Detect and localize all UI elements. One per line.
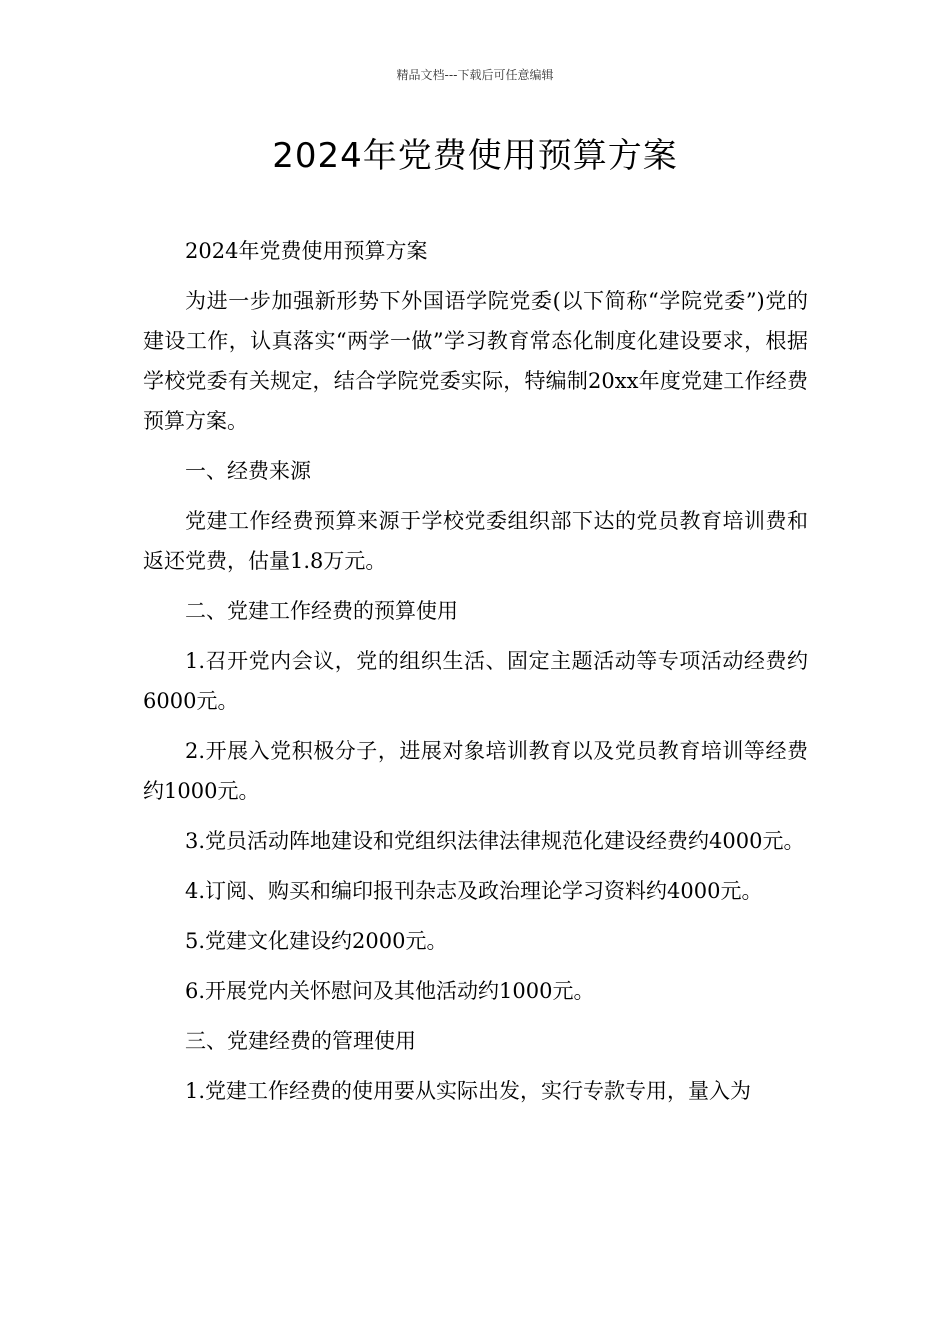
paragraph-subtitle: 2024年党费使用预算方案	[185, 239, 428, 263]
document-title: 2024年党费使用预算方案	[272, 136, 678, 176]
heading-management: 三、党建经费的管理使用	[185, 1029, 416, 1053]
budget-item-3: 3.党员活动阵地建设和党组织法律法律规范化建设经费约4000元。	[185, 829, 805, 853]
budget-item-6: 6.开展党内关怀慰问及其他活动约1000元。	[185, 979, 595, 1003]
management-item-1: 1.党建工作经费的使用要从实际出发，实行专款专用，量入为	[185, 1079, 752, 1103]
budget-item-1: 1.召开党内会议，党的组织生活、固定主题活动等专项活动经费约6000元。	[143, 649, 808, 713]
heading-funding-source: 一、经费来源	[185, 459, 311, 483]
paragraph-funding-source: 党建工作经费预算来源于学校党委组织部下达的党员教育培训费和返还党费，估量1.8万元。	[143, 509, 808, 573]
heading-budget-use: 二、党建工作经费的预算使用	[185, 599, 458, 623]
paragraph-intro: 为进一步加强新形势下外国语学院党委(以下简称“学院党委”)党的建设工作，认真落实“两学一做”学习教育常态化制度化建设要求，根据学校党委有关规定，结合学院党委实际，特编制20xx年度党建工作经费预算方案。	[143, 289, 808, 433]
budget-item-4: 4.订阅、购买和编印报刊杂志及政治理论学习资料约4000元。	[185, 879, 763, 903]
budget-item-5: 5.党建文化建设约2000元。	[185, 929, 448, 953]
budget-item-2: 2.开展入党积极分子，进展对象培训教育以及党员教育培训等经费约1000元。	[143, 739, 808, 803]
document-body	[143, 231, 808, 1121]
page-header: 精品文档---下载后可任意编辑	[396, 68, 554, 82]
